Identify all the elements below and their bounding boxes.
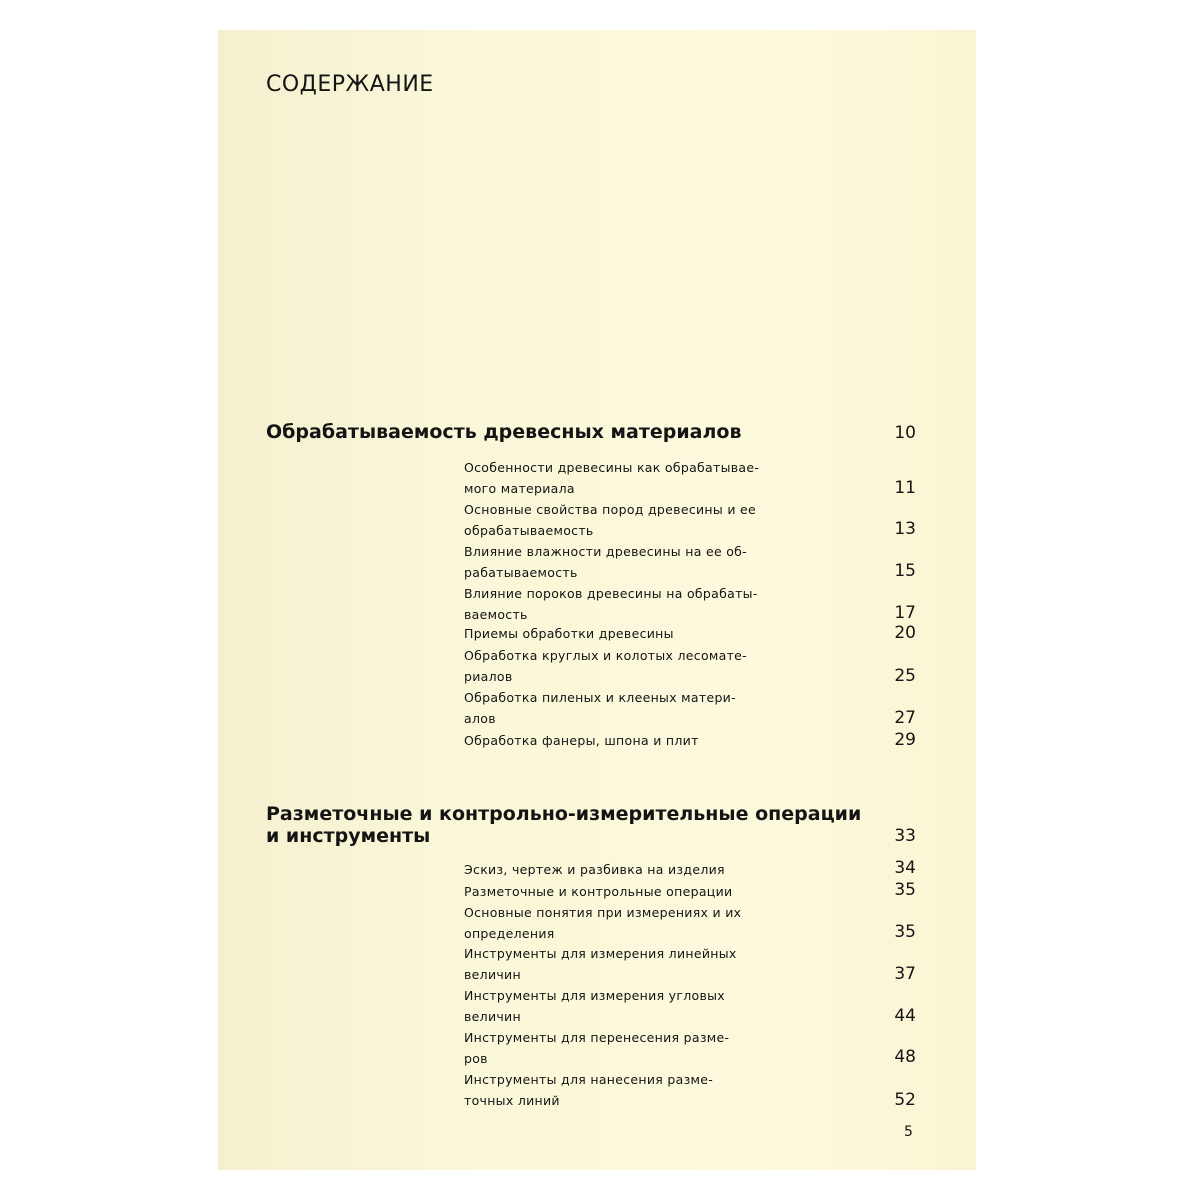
toc-entry-page: 13 — [894, 519, 916, 539]
toc-entry-page: 17 — [894, 603, 916, 623]
toc-entry: Особенности древесины как обрабатывае- мого материала — [464, 460, 760, 496]
toc-entry-page: 48 — [894, 1047, 916, 1067]
toc-entry: Эскиз, чертеж и разбивка на изделия — [464, 862, 725, 877]
toc-entry-page: 27 — [894, 708, 916, 728]
page-title: СОДЕРЖАНИЕ — [266, 72, 434, 97]
toc-entry: Основные понятия при измерениях и их определения — [464, 905, 742, 941]
toc-entry: Инструменты для перенесения разме- ров — [464, 1030, 730, 1066]
section-title: Обрабатываемость древесных материалов — [266, 421, 742, 443]
toc-entry: Разметочные и контрольные операции — [464, 884, 733, 899]
toc-entry: Инструменты для измерения угловых величин — [464, 988, 725, 1024]
toc-entry: Влияние пороков древесины на обрабаты- ваемость — [464, 586, 758, 622]
section-title: Разметочные и контрольно-измерительные операции и инструменты — [266, 803, 862, 847]
toc-entry: Основные свойства пород древесины и ее обрабатываемость — [464, 502, 757, 538]
toc-entry-page: 35 — [894, 880, 916, 900]
toc-entry: Обработка фанеры, шпона и плит — [464, 733, 699, 748]
toc-entry: Влияние влажности древесины на ее об- рабатываемость — [464, 544, 747, 580]
toc-entry-page: 11 — [894, 478, 916, 498]
section-page-number: 10 — [894, 423, 916, 443]
toc-entry: Обработка пиленых и клееных матери- алов — [464, 690, 736, 726]
section-page-number: 33 — [894, 826, 916, 846]
toc-entry: Инструменты для измерения линейных величин — [464, 946, 737, 982]
toc-entry-page: 25 — [894, 666, 916, 686]
toc-entry-page: 44 — [894, 1006, 916, 1026]
toc-entry-page: 20 — [894, 623, 916, 643]
toc-entry: Инструменты для нанесения разме- точных линий — [464, 1072, 714, 1108]
toc-entry: Приемы обработки древесины — [464, 626, 674, 641]
toc-entry-page: 35 — [894, 922, 916, 942]
toc-entry-page: 37 — [894, 964, 916, 984]
toc-entry-page: 15 — [894, 561, 916, 581]
page-number: 5 — [904, 1124, 913, 1140]
toc-entry-page: 29 — [894, 730, 916, 750]
toc-entry: Обработка круглых и колотых лесомате- риалов — [464, 648, 747, 684]
toc-entry-page: 34 — [894, 858, 916, 878]
toc-entry-page: 52 — [894, 1090, 916, 1110]
